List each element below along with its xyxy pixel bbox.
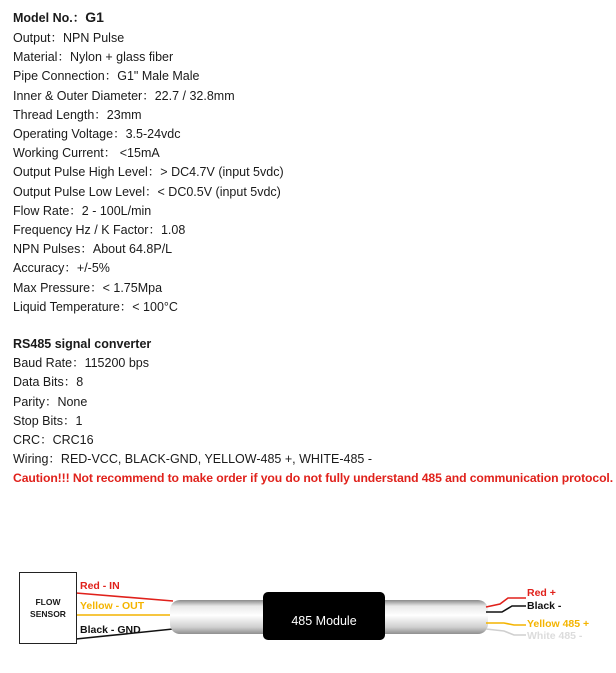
spec-max-pressure: Max Pressure：< 1.75Mpa bbox=[13, 280, 163, 295]
spec-flow-rate: Flow Rate：2 - 100L/min bbox=[13, 203, 152, 218]
flow-sensor-box bbox=[19, 572, 77, 644]
wire-label-yellow-485: Yellow 485 + bbox=[527, 618, 590, 630]
spec-pulse-high: Output Pulse High Level：> DC4.7V (input 5vdc) bbox=[13, 165, 284, 180]
spec-sheet bbox=[13, 6, 613, 489]
spec-thread-length: Thread Length：23mm bbox=[13, 107, 142, 122]
spec-pipe-connection: Pipe Connection：G1" Male Male bbox=[13, 69, 200, 84]
caution-notice: Caution!!! Not recommend to make order if you do not fully understand 485 and communication protocol. bbox=[13, 471, 613, 486]
spec-liquid-temperature: Liquid Temperature：< 100°C bbox=[13, 299, 178, 314]
right-wire-yellow bbox=[486, 623, 526, 625]
rs485-baud-rate: Baud Rate：115200 bps bbox=[13, 356, 149, 371]
rs485-crc: CRC：CRC16 bbox=[13, 433, 94, 448]
module-label: 485 Module bbox=[291, 614, 357, 628]
wire-label-black-gnd: Black - GND bbox=[80, 624, 141, 636]
rs485-wiring: Wiring：RED-VCC, BLACK-GND, YELLOW-485 +, WHITE-485 - bbox=[13, 452, 372, 467]
wire-label-yellow-out: Yellow - OUT bbox=[80, 600, 145, 612]
wire-label-white-485: White 485 - bbox=[527, 630, 583, 642]
model-label: Model No.： bbox=[13, 11, 86, 25]
right-wire-black bbox=[486, 606, 526, 612]
section-gap bbox=[13, 317, 613, 335]
flow-sensor-label-line1: FLOW bbox=[35, 597, 61, 607]
right-wire-white bbox=[486, 629, 526, 635]
spec-k-factor: Frequency Hz / K Factor：1.08 bbox=[13, 223, 186, 238]
wiring-diagram bbox=[0, 560, 616, 673]
spec-operating-voltage: Operating Voltage：3.5-24vdc bbox=[13, 127, 181, 142]
model-number bbox=[13, 6, 613, 29]
spec-pulse-low: Output Pulse Low Level：< DC0.5V (input 5vdc) bbox=[13, 184, 281, 199]
model-value: G1 bbox=[85, 9, 104, 25]
rs485-data-bits: Data Bits：8 bbox=[13, 375, 84, 390]
spec-diameter: Inner & Outer Diameter：22.7 / 32.8mm bbox=[13, 88, 235, 103]
spec-material: Material：Nylon + glass fiber bbox=[13, 50, 174, 65]
spec-output: Output：NPN Pulse bbox=[13, 31, 125, 45]
spec-npn-pulses: NPN Pulses：About 64.8P/L bbox=[13, 242, 173, 257]
rs485-stop-bits: Stop Bits：1 bbox=[13, 413, 83, 428]
rs485-parity: Parity：None bbox=[13, 394, 88, 409]
wire-label-red-plus: Red + bbox=[527, 587, 556, 599]
spec-working-current: Working Current： <15mA bbox=[13, 146, 160, 161]
wire-label-red-in: Red - IN bbox=[80, 580, 120, 592]
wire-label-black-minus: Black - bbox=[527, 600, 562, 612]
module-485 bbox=[263, 592, 385, 640]
spec-accuracy: Accuracy：+/-5% bbox=[13, 261, 110, 276]
flow-sensor-label-line2: SENSOR bbox=[30, 609, 66, 619]
rs485-heading: RS485 signal converter bbox=[13, 337, 152, 352]
